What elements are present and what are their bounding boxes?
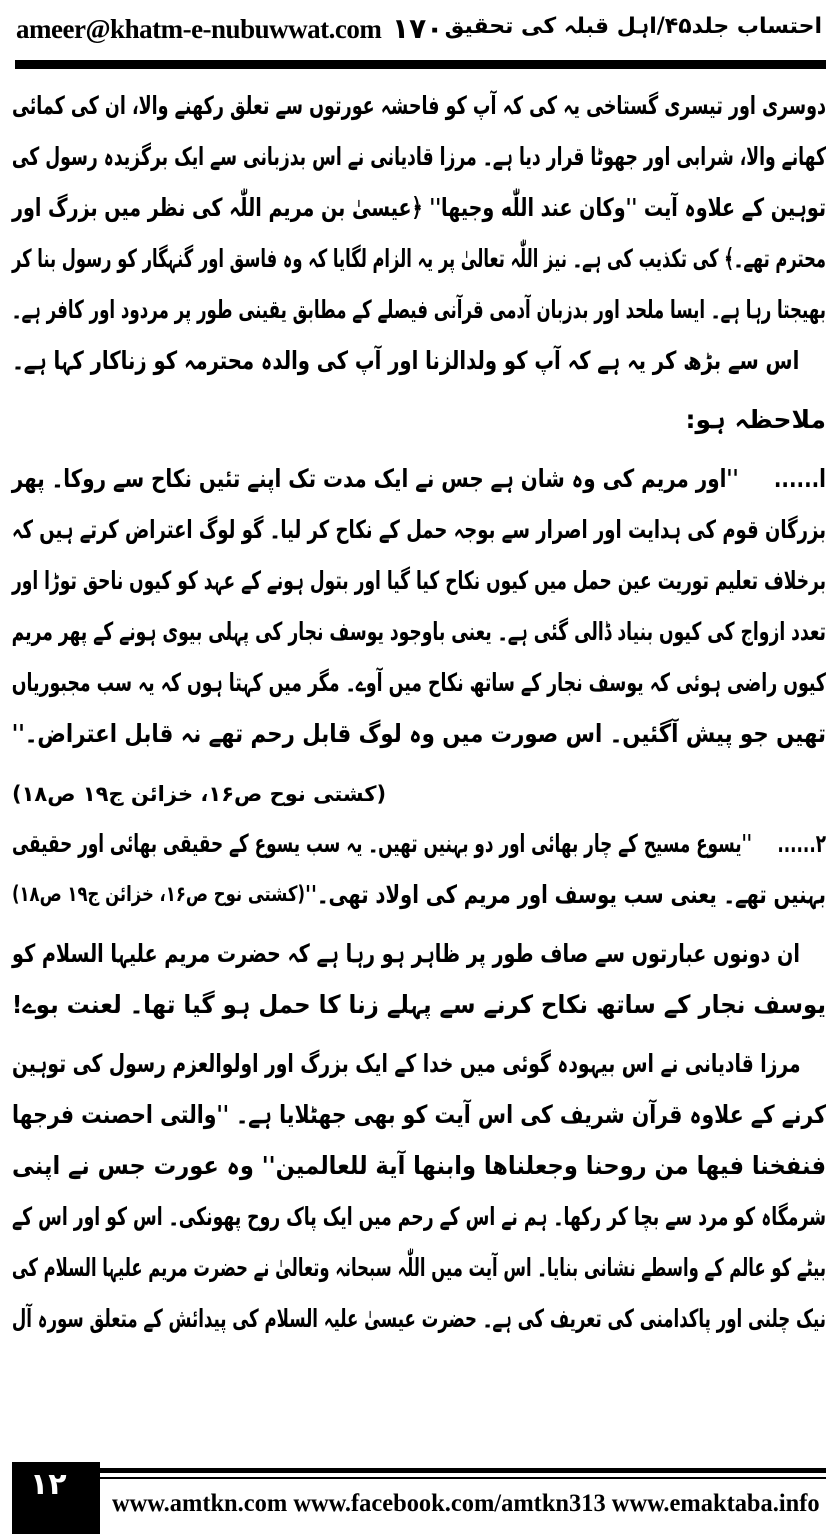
paragraph bbox=[0, 335, 826, 386]
text-line bbox=[12, 80, 826, 131]
text-line bbox=[12, 606, 826, 657]
footer-rule-thin bbox=[100, 1477, 826, 1479]
line-text: کھانے والا، شرابی اور جھوٹا قرار دیا ہے۔ مرزا قادیانی نے اس بدزبانی سے ایک برگزیدہ رسول کی bbox=[11, 142, 826, 171]
line-text: ''یسوع مسیح کے چار بھائی اور دو بہنیں تھیں۔ یہ سب یسوع کے حقیقی بھائی اور حقیقی bbox=[12, 829, 752, 858]
header-rule bbox=[15, 60, 826, 69]
line-text: توہین کے علاوہ آیت ''وکان عند اللّٰه وجیھا'' ﴿عیسیٰ بن مریم اللّٰہ کی نظر میں بزرگ اور bbox=[12, 193, 826, 222]
text-line bbox=[0, 928, 826, 979]
line-text: محترم تھے۔﴾ کی تکذیب کی ہے۔ نیز اللّٰہ تعالیٰ پر یہ الزام لگایا کہ وہ فاسق اور گنہگار کو رسول بنا کر bbox=[11, 244, 826, 273]
line-text: مرزا قادیانی نے اس بیہودہ گوئی میں خدا کے ایک بزرگ اور اولوالعزم رسول کی توہین bbox=[11, 1049, 801, 1078]
citation-text: (کشتی نوح ص۱۶، خزائن ج۱۹ ص۱۸) bbox=[11, 882, 306, 906]
text-line bbox=[12, 1191, 826, 1242]
line-text: بزرگان قوم کی ہدایت اور اصرار سے بوجہ حمل کے نکاح کر لیا۔ گو لوگ اعتراض کرتے ہیں کہ bbox=[11, 515, 827, 544]
item-number: ۲...... bbox=[777, 829, 826, 858]
footer-rule-thick bbox=[100, 1468, 826, 1473]
text-line bbox=[12, 504, 826, 555]
line-text: نیک چلنی اور پاکدامنی کی تعریف کی ہے۔ حضرت عیسیٰ علیہ السلام کی پیدائش کے متعلق سورہ آل bbox=[11, 1304, 827, 1333]
line-text: تعدد ازواج کی کیوں بنیاد ڈالی گئی ہے۔ یعنی باوجود یوسف نجار کی پہلی بیوی ہونے کے پھر مریم bbox=[11, 617, 826, 646]
line-text: یوسف نجار کے ساتھ نکاح کرنے سے پہلے زنا کا حمل ہو گیا تھا۔ لعنت بوے! bbox=[11, 990, 826, 1019]
text-line bbox=[12, 657, 826, 708]
item-number: ا...... bbox=[773, 464, 826, 493]
line-text: اس سے بڑھ کر یہ ہے کہ آپ کو ولدالزنا اور آپ کی والدہ محترمہ کو زناکار کہا ہے۔ bbox=[12, 346, 800, 375]
paragraph bbox=[12, 80, 826, 335]
page-header bbox=[14, 8, 826, 58]
text-line bbox=[12, 131, 826, 182]
line-text: شرمگاہ کو مرد سے بچا کر رکھا۔ ہم نے اس کے رحم میں ایک پاک روح پھونکی۔ اس کو اور اس کے bbox=[12, 1202, 826, 1231]
line-text: بہنیں تھے۔ یعنی سب یوسف اور مریم کی اولاد تھی۔'' bbox=[305, 880, 827, 909]
line-text: کیوں راضی ہوئی کہ یوسف نجار کے ساتھ نکاح میں آوے۔ مگر میں کہتا ہوں کہ یہ سب مجبوریاں bbox=[11, 668, 827, 697]
line-text: ملاحظہ ہو: bbox=[685, 405, 826, 434]
text-line bbox=[12, 818, 826, 869]
footer-page-number: ۱۲ bbox=[12, 1462, 100, 1534]
header-book-title: احتساب جلد۴۵/اہل قبلہ کی تحقیق bbox=[444, 14, 822, 39]
page-footer bbox=[12, 1462, 826, 1534]
text-line bbox=[12, 453, 826, 504]
header-email: ameer@khatm-e-nubuwwat.com bbox=[16, 14, 382, 44]
paragraph bbox=[12, 928, 826, 1030]
line-text: فنفخنا فیھا من روحنا وجعلناھا وابنھا آیة للعالمین'' وہ عورت جس نے اپنی bbox=[11, 1151, 826, 1180]
header-page-number: ۱۷۰ bbox=[392, 12, 444, 45]
text-line bbox=[12, 555, 826, 606]
quote-item-1 bbox=[12, 453, 826, 818]
citation bbox=[12, 767, 826, 818]
text-line bbox=[12, 869, 826, 920]
line-text: دوسری اور تیسری گستاخی یہ کی کہ آپ کو فاحشہ عورتوں سے تعلق رکھنے والا، ان کی کمائی bbox=[12, 91, 826, 120]
paragraph bbox=[12, 1038, 826, 1344]
line-text: برخلاف تعلیم توریت عین حمل میں کیوں نکاح کیا گیا اور بتول ہونے کے عہد کو کیوں ناحق توڑا اور bbox=[12, 566, 826, 595]
note-heading bbox=[12, 394, 826, 445]
text-line bbox=[12, 1242, 826, 1293]
text-line bbox=[12, 979, 826, 1030]
line-text: کرنے کے علاوہ قرآن شریف کی اس آیت کو بھی جھٹلایا ہے۔ ''والتی احصنت فرجھا bbox=[12, 1100, 826, 1129]
citation-text: (کشتی نوح ص۱۶، خزائن ج۱۹ ص۱۸) bbox=[12, 782, 387, 806]
quote-item-2 bbox=[12, 818, 826, 920]
line-text: تھیں جو پیش آگئیں۔ اس صورت میں وہ لوگ قابل رحم تھے نہ قابل اعتراض۔'' bbox=[11, 719, 827, 748]
line-text: بھیجتا رہا ہے۔ ایسا ملحد اور بدزبان آدمی قرآنی فیصلے کے مطابق یقینی طور پر مردود اور کافر ہے۔ bbox=[11, 295, 826, 324]
text-line bbox=[12, 284, 826, 335]
text-line bbox=[0, 1038, 826, 1089]
text-line bbox=[12, 182, 826, 233]
text-line bbox=[12, 1293, 826, 1344]
line-text: بیٹے کو عالم کے واسطے نشانی بنایا۔ اس آیت میں اللّٰہ سبحانہ وتعالیٰ نے حضرت مریم علیہا السلام کی bbox=[11, 1253, 827, 1282]
text-line bbox=[12, 1089, 826, 1140]
footer-urls: www.amtkn.com www.facebook.com/amtkn313 www.emaktaba.info bbox=[112, 1490, 820, 1517]
text-line bbox=[12, 233, 826, 284]
line-text: ''اور مریم کی وہ شان ہے جس نے ایک مدت تک اپنے تئیں نکاح سے روکا۔ پھر bbox=[11, 464, 739, 493]
text-line bbox=[12, 1140, 826, 1191]
text-line bbox=[12, 708, 826, 759]
line-text: ان دونوں عبارتوں سے صاف طور پر ظاہر ہو رہا ہے کہ حضرت مریم علیہا السلام کو bbox=[12, 939, 800, 968]
page-body bbox=[12, 80, 826, 1344]
